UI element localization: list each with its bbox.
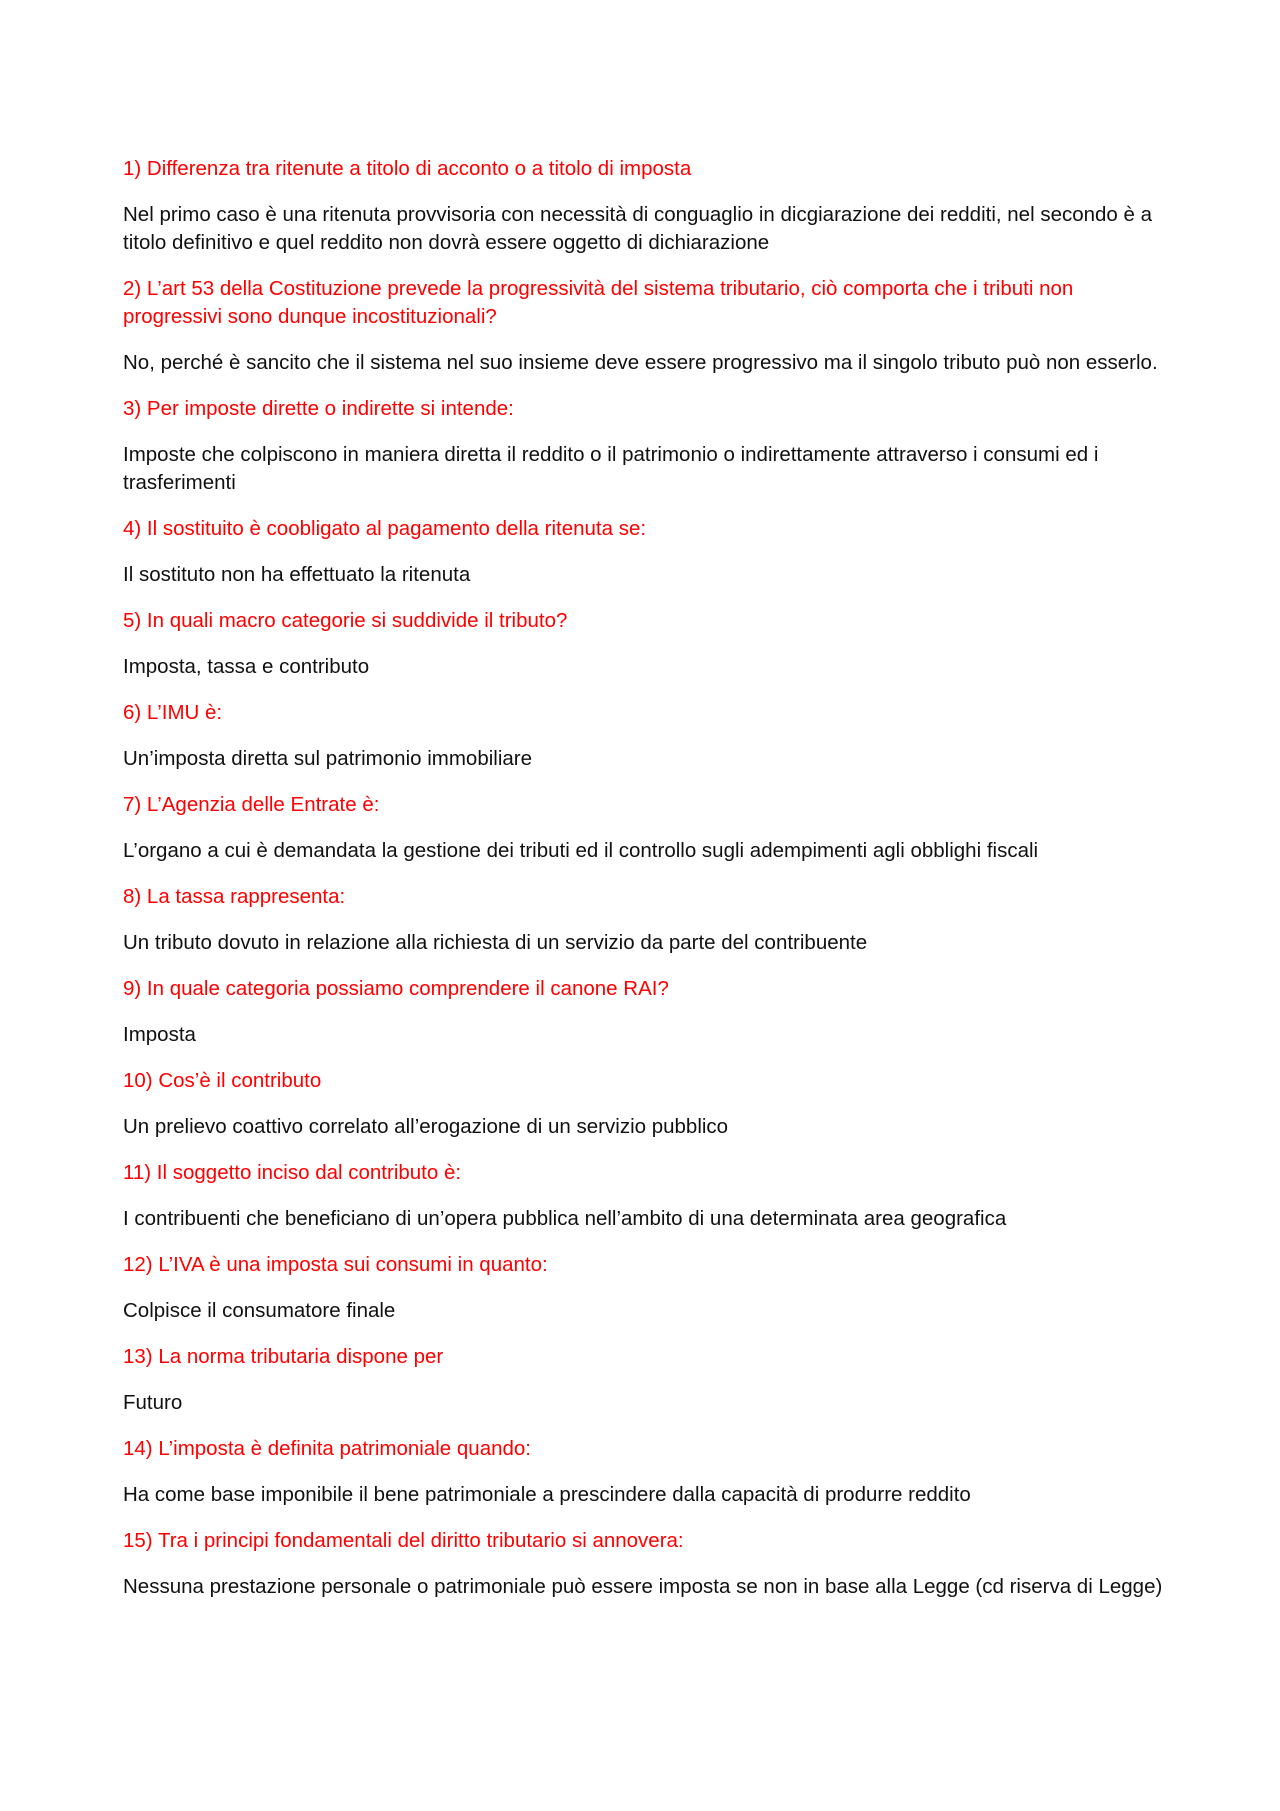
question-1: 1) Differenza tra ritenute a titolo di acconto o a titolo di imposta xyxy=(123,157,692,180)
answer-14: Ha come base imponibile il bene patrimoniale a prescindere dalla capacità di produrre reddito xyxy=(123,1483,971,1506)
qa-item-9 xyxy=(123,975,1163,1049)
qa-item-6 xyxy=(123,699,1163,773)
question-14: 14) L’imposta è definita patrimoniale quando: xyxy=(123,1437,531,1460)
question-6: 6) L’IMU è: xyxy=(123,701,223,724)
answer-3: Imposte che colpiscono in maniera diretta il reddito o il patrimonio o indirettamente attraverso i consumi ed i trasferimenti xyxy=(123,443,1099,494)
answer-11: I contribuenti che beneficiano di un’opera pubblica nell’ambito di una determinata area geografica xyxy=(123,1207,1007,1230)
qa-item-12 xyxy=(123,1251,1163,1325)
answer-5: Imposta, tassa e contributo xyxy=(123,655,370,678)
qa-item-1 xyxy=(123,155,1163,257)
answer-2: No, perché è sancito che il sistema nel suo insieme deve essere progressivo ma il singolo tributo può non esserlo. xyxy=(123,351,1158,374)
qa-item-7 xyxy=(123,791,1163,865)
qa-item-14 xyxy=(123,1435,1163,1509)
question-5: 5) In quali macro categorie si suddivide il tributo? xyxy=(123,609,568,632)
answer-1: Nel primo caso è una ritenuta provvisoria con necessità di conguaglio in dicgiarazione dei redditi, nel secondo è a titolo definitivo e quel reddito non dovrà essere oggetto di dichiarazione xyxy=(123,203,1153,254)
question-15: 15) Tra i principi fondamentali del diritto tributario si annovera: xyxy=(123,1529,684,1552)
qa-item-4 xyxy=(123,515,1163,589)
question-4: 4) Il sostituito è coobligato al pagamento della ritenuta se: xyxy=(123,517,647,540)
answer-15: Nessuna prestazione personale o patrimoniale può essere imposta se non in base alla Legge (cd riserva di Legge) xyxy=(123,1575,1163,1598)
question-7: 7) L’Agenzia delle Entrate è: xyxy=(123,793,380,816)
answer-9: Imposta xyxy=(123,1023,196,1046)
answer-8: Un tributo dovuto in relazione alla richiesta di un servizio da parte del contribuente xyxy=(123,931,868,954)
question-12: 12) L’IVA è una imposta sui consumi in quanto: xyxy=(123,1253,548,1276)
question-3: 3) Per imposte dirette o indirette si intende: xyxy=(123,397,514,420)
answer-6: Un’imposta diretta sul patrimonio immobiliare xyxy=(123,747,533,770)
question-13: 13) La norma tributaria dispone per xyxy=(123,1345,444,1368)
qa-item-5 xyxy=(123,607,1163,681)
answer-13: Futuro xyxy=(123,1391,183,1414)
answer-7: L’organo a cui è demandata la gestione dei tributi ed il controllo sugli adempimenti agli obblighi fiscali xyxy=(123,839,1039,862)
qa-item-3 xyxy=(123,395,1163,497)
question-11: 11) Il soggetto inciso dal contributo è: xyxy=(123,1161,462,1184)
qa-item-10 xyxy=(123,1067,1163,1141)
qa-item-11 xyxy=(123,1159,1163,1233)
qa-list xyxy=(123,155,1163,1619)
answer-12: Colpisce il consumatore finale xyxy=(123,1299,396,1322)
question-2: 2) L’art 53 della Costituzione prevede la progressività del sistema tributario, ciò comporta che i tributi non progressivi sono dunque incostituzionali? xyxy=(123,277,1074,328)
question-8: 8) La tassa rappresenta: xyxy=(123,885,346,908)
qa-item-2 xyxy=(123,275,1163,377)
question-9: 9) In quale categoria possiamo comprendere il canone RAI? xyxy=(123,977,669,1000)
answer-4: Il sostituto non ha effettuato la ritenuta xyxy=(123,563,471,586)
answer-10: Un prelievo coattivo correlato all’erogazione di un servizio pubblico xyxy=(123,1115,729,1138)
qa-item-15 xyxy=(123,1527,1163,1601)
qa-item-8 xyxy=(123,883,1163,957)
qa-item-13 xyxy=(123,1343,1163,1417)
question-10: 10) Cos’è il contributo xyxy=(123,1069,322,1092)
